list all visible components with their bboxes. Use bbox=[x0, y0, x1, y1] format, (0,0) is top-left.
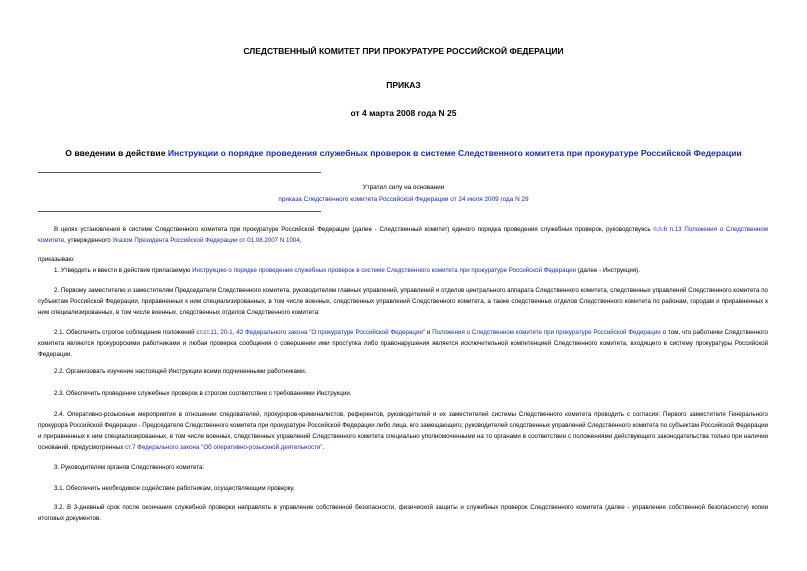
paragraph-order-word: приказываю: bbox=[38, 256, 75, 263]
text-segment: . bbox=[322, 444, 325, 451]
paragraph-item-2-4 bbox=[38, 409, 768, 453]
document-type-heading: ПРИКАЗ bbox=[386, 80, 421, 90]
paragraph-item-2-2: 2.2. Организовать изучение настоящей Инструкции всеми подчиненными работниками. bbox=[54, 368, 307, 375]
text-segment: , bbox=[299, 237, 302, 244]
prosecutor-law-link[interactable]: ст.ст.11, 20-1, 42 Федерального закона "О прокуратуре Российской Федерации" bbox=[196, 329, 426, 336]
document-date-number: от 4 марта 2008 года N 25 bbox=[350, 108, 457, 118]
paragraph-preamble bbox=[38, 224, 768, 246]
repeal-order-link[interactable]: приказа Следственного комитета Российской Федерации от 24 июля 2009 года N 29 bbox=[278, 196, 529, 203]
divider-bottom bbox=[38, 211, 321, 212]
document-title bbox=[0, 148, 807, 158]
operative-activity-law-link[interactable]: ст.7 Федерального закона "Об оперативно-розыскной деятельности" bbox=[125, 444, 323, 451]
instruction-link[interactable]: Инструкцию о порядке проведения служебных проверок в системе Следственного комитета при прокуратуре Российской Федерации bbox=[192, 267, 577, 274]
divider-top bbox=[38, 172, 321, 173]
paragraph-item-1 bbox=[38, 265, 768, 276]
text-segment: и bbox=[425, 329, 433, 336]
paragraph-item-2-3: 2.3. Обеспечить проведение служебных проверок в строгом соответствии с требованиями Инструкции. bbox=[54, 390, 352, 397]
status-note-label: Утратил силу на основании bbox=[362, 184, 445, 191]
text-segment: 1. Утвердить и ввести в действие прилагаемую bbox=[54, 267, 193, 274]
text-segment: (далее - Инструкция). bbox=[576, 267, 640, 274]
text-segment: , утвержденного bbox=[64, 237, 113, 244]
text-segment: 2.4. Оперативно-розыскные мероприятия в отношении следователей, прокуроров-криминалистов, референтов, руководителей и их заместителей системы Следственного комитета проводить с согласия: Первого заместителя Генерального прокурора Российской Федерации - Председателя Следственного комитета при прокуратуре Российской Федерации либо лица, его замещающего; руководителей следственных управлений Следственного комитета по субъектам Российской Федерации и приравненных к ним специализированных, в том числе военных, следственных управлений Следственного комитета специально уполномоченными на то органами в соответствии с положениями действующего законодательства только при наличии оснований, предусмотренных bbox=[38, 411, 768, 451]
paragraph-item-3-2: 3.2. В 3-дневный срок после окончания служебной проверки направлять в управление собственной безопасности, физической защиты и служебных проверок Следственного комитета (далее - управление собственной безопасности) копии итоговых документов. bbox=[38, 504, 768, 522]
presidential-decree-link[interactable]: Указом Президента Российской Федерации от 01.08.2007 N 1004 bbox=[112, 237, 300, 244]
paragraph-item-2-1 bbox=[38, 327, 768, 360]
status-note-link-line bbox=[0, 196, 807, 203]
title-instruction-link[interactable]: Инструкции о порядке проведения служебных проверок в системе Следственного комитета при прокуратуре Российской Федерации bbox=[167, 148, 742, 158]
paragraph-item-2: 2. Первому заместителю и заместителям Председателя Следственного комитета, руководителям главных управлений, управлений и отделов центрального аппарата Следственного комитета, следственных управлений Следственного комитета по субъектам Российской Федерации, приравненных к ним специализированных, в том числе военных, следственных управлений Следственного комитета, а также следственных отделов Следственного комитета по районам, городам и приравненных к ним специализированных, в том числе военных, следственных отделов Следственного комитета: bbox=[38, 287, 768, 316]
paragraph-item-3: 3. Руководителям органов Следственного комитета: bbox=[54, 464, 205, 471]
text-segment: о том, что работники Следственного комитета являются прокурорскими работниками и любая проверка сообщения о совершении ими проступка либо правонарушения является исключительной компетенцией Следственного комитета, входящего в систему прокуратуры Российской Федерации. bbox=[38, 329, 768, 358]
regulation-link[interactable]: п.п.6 п.13 Положения о Следственном комитете bbox=[38, 226, 768, 244]
text-segment: В целях установления в системе Следственного комитета при прокуратуре Российской Федерации (далее - Следственный комитет) единого порядка проведения служебных проверок, руководствуясь bbox=[54, 226, 654, 233]
committee-regulation-link[interactable]: Положения о Следственном комитете при прокуратуре Российской Федерации bbox=[432, 329, 661, 336]
paragraph-item-3-1: 3.1. Обеспечить необходимое содействие работникам, осуществляющим проверку. bbox=[54, 485, 295, 492]
title-prefix: О введении в действие bbox=[65, 148, 168, 158]
text-segment: 2.1. Обеспечить строгое соблюдение положений bbox=[54, 329, 197, 336]
organization-heading: СЛЕДСТВЕННЫЙ КОМИТЕТ ПРИ ПРОКУРАТУРЕ РОССИЙСКОЙ ФЕДЕРАЦИИ bbox=[243, 46, 564, 56]
